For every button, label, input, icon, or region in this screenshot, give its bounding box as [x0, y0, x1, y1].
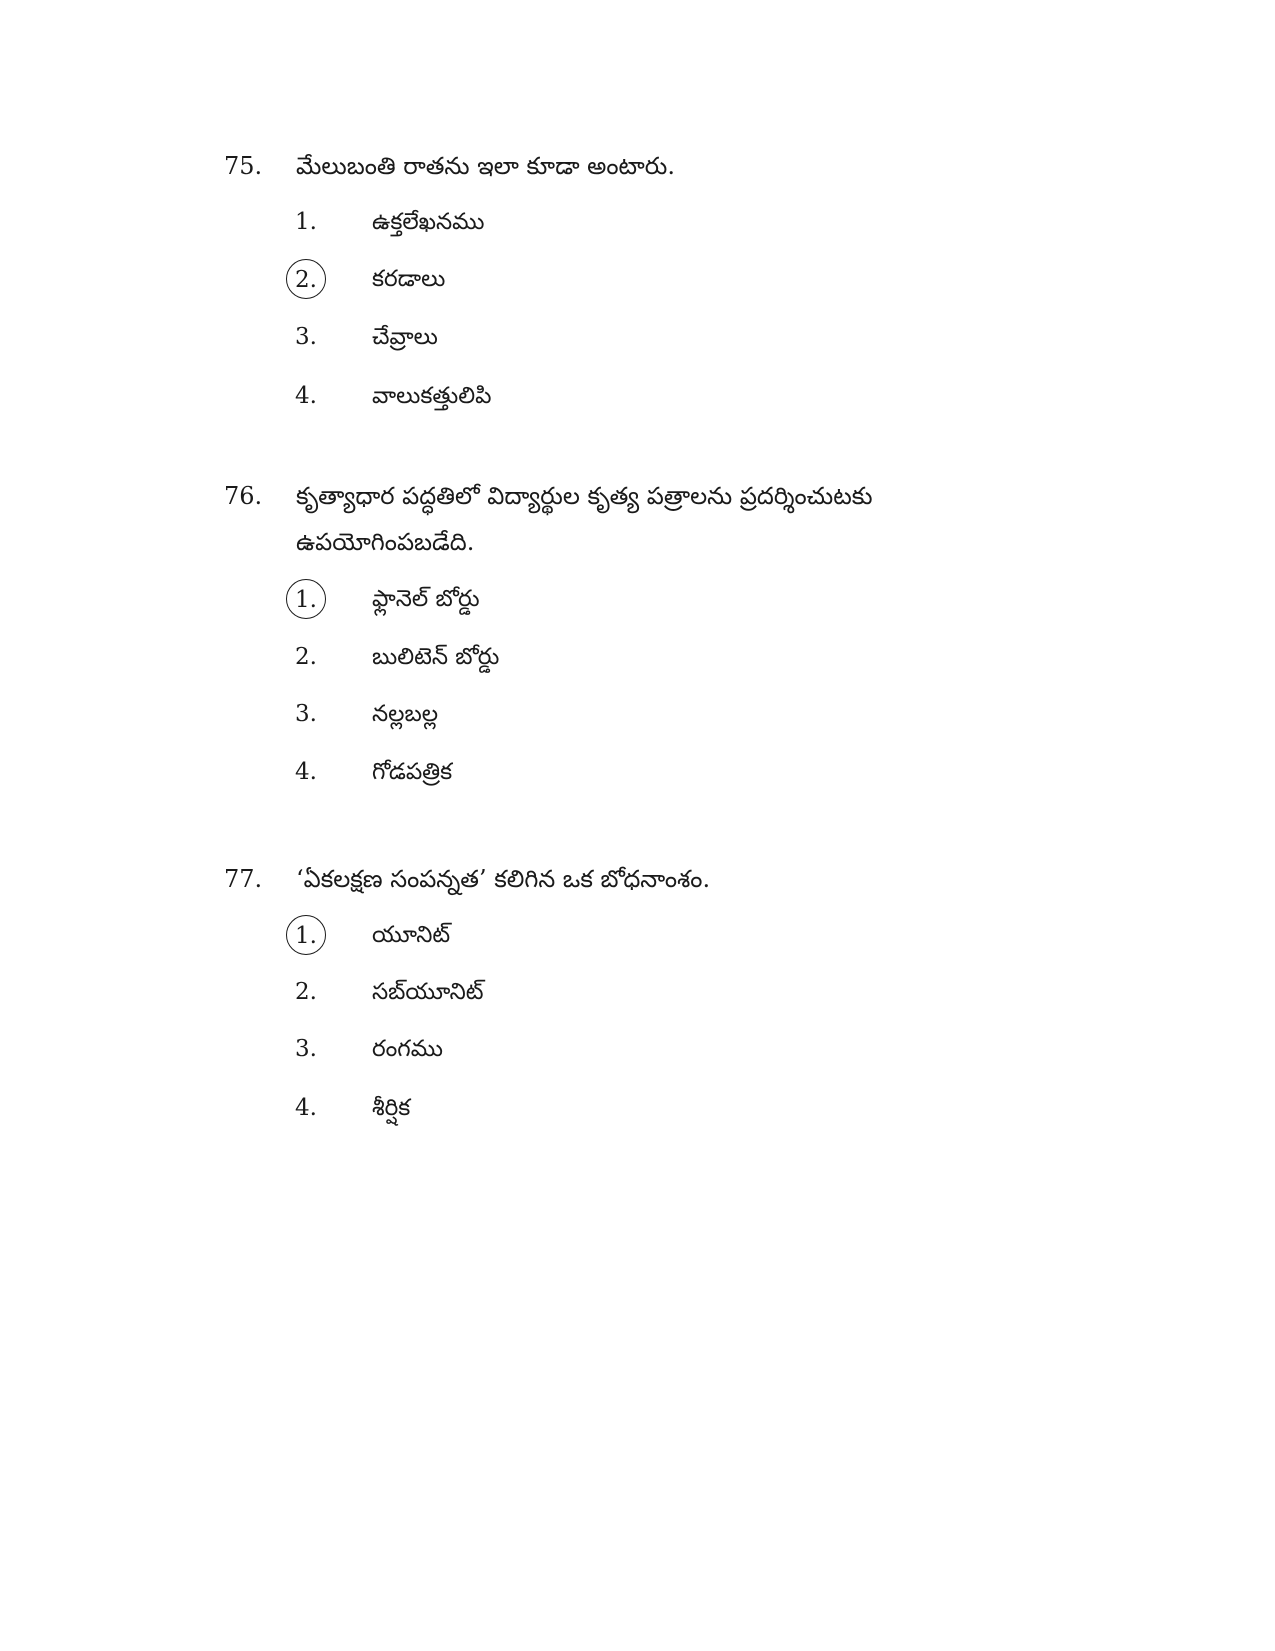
option-number: 4. [295, 759, 317, 785]
question-number: 75. [224, 152, 263, 180]
option-text: శీర్షిక [372, 1095, 411, 1121]
option-text: గోడపత్రిక [372, 759, 453, 785]
question-text: ‘ఏకలక్షణ సంపన్నత’ కలిగిన ఒక బోధనాంశం. [296, 865, 711, 893]
option-text: కరడాలు [372, 266, 446, 292]
option-number: 1. [295, 209, 317, 235]
option-text: యూనిట్ [372, 922, 451, 948]
option-76-2[interactable] [0, 637, 1275, 683]
option-number: 3. [295, 701, 317, 727]
option-number-circled: 1. [286, 915, 326, 955]
option-number: 2. [295, 979, 317, 1005]
question-number: 77. [224, 865, 263, 893]
option-number-circled: 2. [286, 259, 326, 299]
option-text: రంగము [372, 1036, 444, 1062]
option-75-4[interactable] [0, 376, 1275, 422]
option-75-2[interactable] [0, 259, 1275, 305]
option-77-3[interactable] [0, 1029, 1275, 1075]
option-76-4[interactable] [0, 752, 1275, 798]
option-text: చేవ్రాలు [372, 324, 438, 350]
option-number: 3. [295, 324, 317, 350]
option-number: 2. [295, 644, 317, 670]
option-76-1[interactable] [0, 579, 1275, 625]
option-77-4[interactable] [0, 1088, 1275, 1134]
option-75-1[interactable] [0, 202, 1275, 248]
option-75-3[interactable] [0, 317, 1275, 363]
option-text: ఉక్తలేఖనము [372, 209, 485, 235]
question-text: మేలుబంతి రాతను ఇలా కూడా అంటారు. [296, 152, 675, 180]
option-77-2[interactable] [0, 972, 1275, 1018]
option-text: వాలుకత్తులిపి [372, 383, 492, 409]
option-text: బులిటెన్ బోర్డు [372, 644, 500, 670]
option-number-circled: 1. [286, 579, 326, 619]
option-text: నల్లబల్ల [372, 701, 439, 727]
option-text: సబ్‌యూనిట్ [372, 979, 484, 1005]
option-number: 4. [295, 1095, 317, 1121]
option-number: 3. [295, 1036, 317, 1062]
question-number: 76. [224, 482, 263, 510]
option-number: 4. [295, 383, 317, 409]
option-text: ఫ్లానెల్ బోర్డు [372, 586, 480, 612]
option-76-3[interactable] [0, 694, 1275, 740]
option-77-1[interactable] [0, 915, 1275, 961]
question-text: కృత్యాధార పద్ధతిలో విద్యార్థుల కృత్య పత్రాలను ప్రదర్శించుటకు ఉపయోగింపబడేది. [296, 482, 873, 556]
